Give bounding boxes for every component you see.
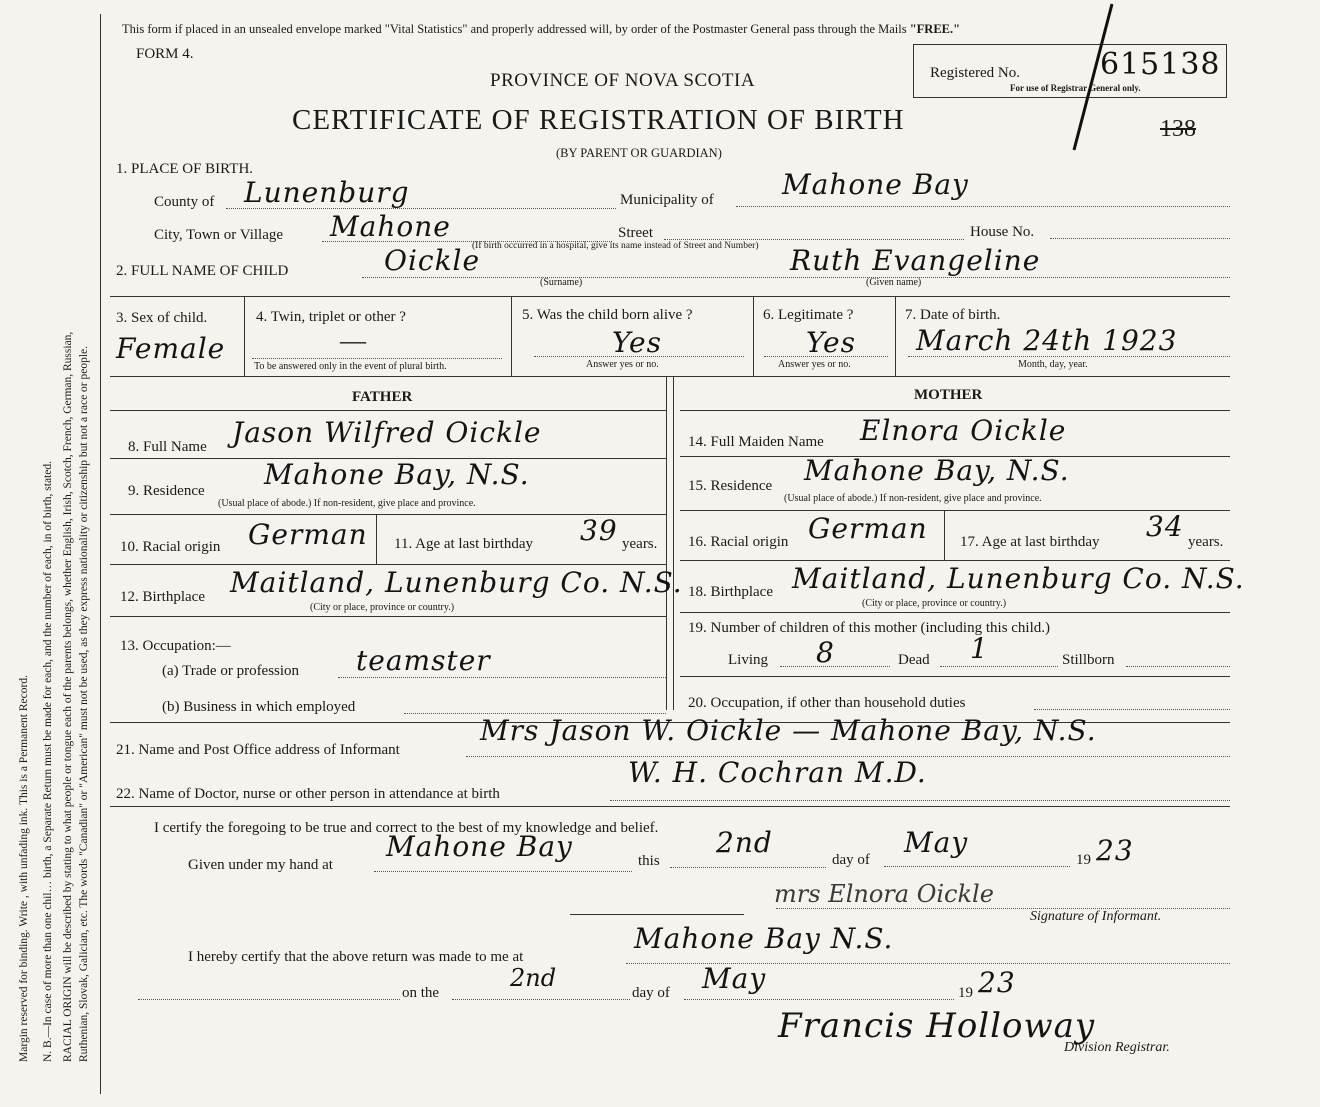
stillborn-label: Stillborn (1062, 652, 1115, 668)
twin-note: To be answered only in the event of plural birth. (254, 361, 447, 372)
county-label: County of (154, 194, 215, 210)
registrar-year-value: 23 (978, 966, 1016, 999)
dob-label: 7. Date of birth. (905, 307, 1001, 323)
registrar-day-of-label: day of (632, 985, 670, 1001)
given-under-label: Given under my hand at (188, 857, 333, 873)
municipality-value: Mahone Bay (782, 168, 969, 201)
business-label: (b) Business in which employed (162, 699, 356, 715)
mother-heading: MOTHER (914, 387, 983, 403)
mail-notice: This form if placed in an unsealed envelope marked "Vital Statistics" and properly addressed will, by order of the Postmaster General pass through the Mails "FREE." (122, 22, 961, 36)
city-label: City, Town or Village (154, 227, 284, 243)
mother-residence-note: (Usual place of abode.) If non-resident, give place and province. (784, 493, 1042, 504)
sex-label: 3. Sex of child. (116, 310, 208, 326)
registrar-year-prefix: 19 (958, 985, 973, 1001)
living-value: 8 (816, 636, 835, 669)
trade-value: teamster (356, 644, 491, 677)
municipality-label: Municipality of (620, 192, 714, 208)
place-of-birth-heading: 1. PLACE OF BIRTH. (116, 161, 254, 177)
father-race-label: 10. Racial origin (120, 539, 221, 555)
hospital-note: (If birth occurred in a hospital, give its name instead of Street and Number) (472, 241, 759, 251)
registrar-month-value: May (702, 962, 767, 995)
margin-nb-note: N. B.—In case of more than one chil… birth, a Separate Return must be made for each, and the number of each, in of birth, stated. (42, 461, 54, 1062)
city-value: Mahone (330, 210, 451, 243)
doctor-label: 22. Name of Doctor, nurse or other person in attendance at birth (116, 786, 500, 802)
registered-number: 615138 (1100, 47, 1221, 82)
informant-signature: mrs Elnora Oickle (774, 880, 994, 908)
dob-note: Month, day, year. (1018, 359, 1088, 370)
mother-residence-label: 15. Residence (688, 478, 773, 494)
certify-statement: I certify the foregoing to be true and correct to the best of my knowledge and belief. (154, 820, 659, 836)
father-residence-value: Mahone Bay, N.S. (264, 458, 530, 491)
dead-value: 1 (970, 632, 989, 665)
registrar-place-value: Mahone Bay N.S. (634, 922, 894, 955)
born-alive-note: Answer yes or no. (586, 359, 659, 370)
child-name-label: 2. FULL NAME OF CHILD (116, 263, 289, 279)
child-surname: Oickle (384, 244, 481, 277)
father-birthplace-note: (City or place, province or country.) (310, 602, 455, 613)
dead-label: Dead (898, 652, 930, 668)
doctor-value: W. H. Cochran M.D. (628, 756, 927, 789)
certify-year-value: 23 (1096, 834, 1134, 867)
surname-note: (Surname) (540, 277, 583, 288)
certify-month-value: May (904, 826, 969, 859)
dob-value: March 24th 1923 (916, 324, 1178, 357)
father-years-label: years. (622, 536, 658, 552)
mother-occupation-label: 20. Occupation, if other than household duties (688, 695, 966, 711)
registrar-signature: Francis Holloway (778, 1006, 1096, 1046)
sex-value: Female (116, 332, 226, 365)
father-race-value: German (248, 518, 368, 551)
legitimate-label: 6. Legitimate ? (763, 307, 854, 323)
day-of-label: day of (832, 852, 870, 868)
father-name-label: 8. Full Name (128, 439, 207, 455)
father-residence-note: (Usual place of abode.) If non-resident, give place and province. (218, 498, 476, 509)
page-subtitle: (BY PARENT OR GUARDIAN) (556, 146, 722, 160)
informant-label: 21. Name and Post Office address of Informant (116, 742, 400, 758)
born-alive-label: 5. Was the child born alive ? (522, 307, 693, 323)
page-title: CERTIFICATE OF REGISTRATION OF BIRTH (292, 104, 905, 136)
father-heading: FATHER (352, 389, 413, 405)
trade-label: (a) Trade or profession (162, 663, 300, 679)
father-age-label: 11. Age at last birthday (394, 536, 533, 552)
mother-age-value: 34 (1146, 510, 1184, 543)
given-name-note: (Given name) (866, 277, 922, 288)
registrar-certify-label: I hereby certify that the above return was made to me at (188, 949, 524, 965)
twin-label: 4. Twin, triplet or other ? (256, 309, 406, 325)
street-label: Street (618, 225, 653, 241)
margin-rule (100, 14, 101, 1094)
mother-years-label: years. (1188, 534, 1224, 550)
mother-birthplace-value: Maitland, Lunenburg Co. N.S. (792, 562, 1245, 595)
given-place-value: Mahone Bay (386, 830, 573, 863)
mother-name-label: 14. Full Maiden Name (688, 434, 824, 450)
county-value: Lunenburg (244, 176, 410, 209)
mother-birthplace-note: (City or place, province or country.) (862, 598, 1007, 609)
mother-race-value: German (808, 512, 928, 545)
certify-year-prefix: 19 (1076, 852, 1091, 868)
father-birthplace-value: Maitland, Lunenburg Co. N.S. (230, 566, 683, 599)
this-label: this (638, 853, 660, 869)
children-count-label: 19. Number of children of this mother (including this child.) (688, 620, 1051, 636)
father-birthplace-label: 12. Birthplace (120, 589, 205, 605)
legitimate-value: Yes (806, 326, 856, 359)
legitimate-note: Answer yes or no. (778, 359, 851, 370)
born-alive-value: Yes (612, 326, 662, 359)
father-age-value: 39 (580, 514, 618, 547)
province-heading: PROVINCE OF NOVA SCOTIA (490, 70, 756, 91)
mother-name-value: Elnora Oickle (860, 414, 1067, 447)
form-number: FORM 4. (136, 46, 194, 62)
twin-value: — (340, 326, 366, 355)
mother-race-label: 16. Racial origin (688, 534, 789, 550)
registered-number-extra: 138 (1160, 116, 1196, 142)
signature-of-informant-label: Signature of Informant. (1030, 909, 1162, 924)
house-no-label: House No. (970, 224, 1035, 240)
registered-no-label: Registered No. (930, 65, 1020, 81)
registrar-pen-stroke (1060, 0, 1120, 160)
registrar-on-label: on the (402, 985, 440, 1001)
registrar-note: For use of Registrar General only. (1010, 83, 1141, 93)
child-given-name: Ruth Evangeline (790, 244, 1041, 277)
father-residence-label: 9. Residence (128, 483, 205, 499)
registrar-day-value: 2nd (510, 964, 557, 992)
mother-birthplace-label: 18. Birthplace (688, 584, 773, 600)
father-name-value: Jason Wilfred Oickle (232, 416, 542, 449)
margin-racial-note-1: RACIAL ORIGIN will be described by stating to what people or tongue each of the parents belongs, whether English, Irish, Scotch, French, German, Russian, (62, 331, 74, 1062)
division-registrar-label: Division Registrar. (1064, 1040, 1170, 1055)
certify-day-value: 2nd (716, 826, 773, 859)
margin-racial-note-2: Ruthenian, Slovak, Galician, etc. The words "Canadian" or "American" must not be used, as they express nationality or citizenship but not a race or people. (78, 345, 90, 1062)
mother-age-label: 17. Age at last birthday (960, 534, 1100, 550)
margin-binding-note: Margin reserved for binding. Write , with unfading ink. This is a Permanent Record. (18, 675, 30, 1062)
informant-value: Mrs Jason W. Oickle — Mahone Bay, N.S. (480, 714, 1097, 747)
mother-residence-value: Mahone Bay, N.S. (804, 454, 1070, 487)
living-label: Living (728, 652, 768, 668)
occupation-label: 13. Occupation:— (120, 638, 231, 654)
